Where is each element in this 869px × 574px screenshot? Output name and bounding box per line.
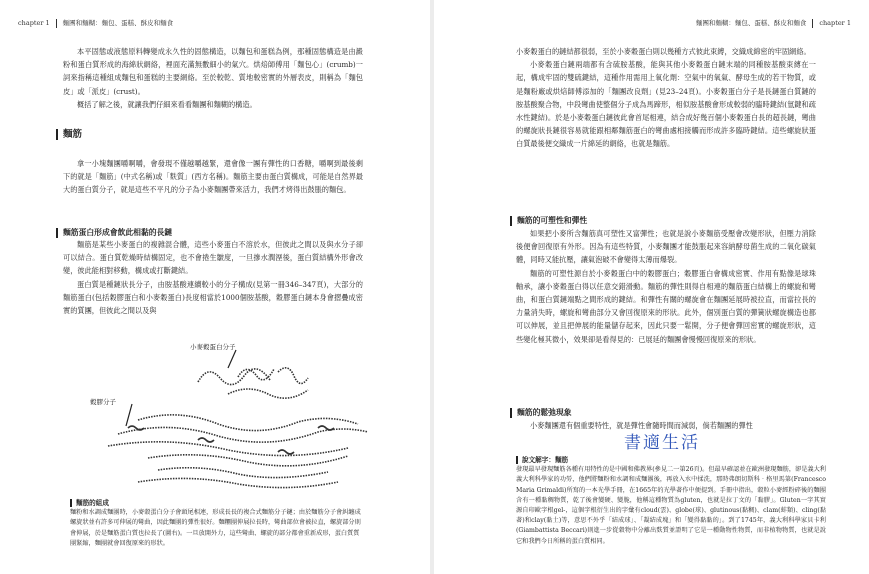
- continued-paragraph: 小麥穀蛋白的鏈結都很弱，至於小麥穀蛋白則以幾種方式彼此束縛，交織成綿密的牢固網絡。: [516, 47, 811, 56]
- right-page: [434, 0, 869, 574]
- heading-bar: [510, 216, 512, 226]
- left-page: [0, 0, 430, 574]
- body-paragraph: 小麥穀蛋白鏈兩端都有含硫胺基酸，能與其他小麥穀蛋白鏈末端的同種胺基酸束縛在一起，構成牢固的雙硫鍵結，這種作用需用上氧化劑：空氣中的氧氣、酵母生成的若干物質，或是麵粉廠或烘焙師傅添加的「麵團改良劑」(見23–24頁)。小麥穀蛋白分子是長鏈蛋白質鏈的胺基酸聚合物，中段彎曲使整個分子成為馬蹄形，相似胺基酸會形成較弱的臨時鍵結(氫鍵和疏水性鍵結)。於是小麥穀蛋白鏈彼此會首尾相連，結合成好幾百個小麥穀蛋白長的超長鏈，彎曲的螺旋狀長鏈很容易就能跟相鄰麵筋蛋白的彎曲處相接觸而形成許多臨時鍵結。這些螺旋狀蛋白質最後便交織成一片綿延的網絡，也就是麵筋。: [516, 60, 816, 149]
- gluten-chains-illustration: [78, 342, 393, 492]
- body-paragraph: 如果把小麥所含麵筋真可塑性又富彈性；也就是說小麥麵筋受壓會改變形狀，但壓力消除後便會回復原有外形。因為有這些特質，小麥麵團才能鼓脹起來容納酵母菌生成的二氧化碳氣體，同時又能抗壓，讓氣泡破不會變得太薄而爆裂。: [516, 229, 816, 265]
- etymology-sidebar: [516, 455, 826, 547]
- chapter-label: chapter 1: [819, 19, 851, 27]
- running-title: 麵團和麵糊：麵包、蛋糕、酥皮和麵食: [695, 19, 807, 27]
- publisher-watermark: 書適生活: [624, 433, 700, 453]
- subsection-paragraph: 蛋白質是種鏈狀長分子，由胺基酸連續較小的分子構成(見第一冊346–347頁)，大部分的麵筋蛋白(包括穀膠蛋白和小麥穀蛋白)長度相當於1000個胺基酸，穀膠蛋白鏈本身會摺疊成密實的質團，但彼此之間以及與: [63, 279, 363, 316]
- heading-bar: [56, 228, 58, 238]
- subsection-heading-plasticity: [510, 214, 810, 227]
- caption-bar: [70, 499, 72, 507]
- caption-title: 麵筋的組成: [76, 499, 109, 507]
- figure-caption: [70, 498, 365, 549]
- right-running-header: [696, 18, 851, 28]
- left-running-header: [18, 18, 173, 28]
- subsection-heading-relaxation: [510, 406, 810, 419]
- intro-paragraph: 概括了解之後，就讓我們仔細來看看麵團和麵糊的構造。: [77, 99, 257, 109]
- plasticity-body: [516, 227, 816, 346]
- intro-paragraph: 本平固態或液態原料轉變成永久性的固態構造，以麵包和蛋糕為例，那種固態構造是由澱粉和蛋白質形成的海綿狀網絡，裡面充滿無數細小的氣穴。烘焙師傅用「麵包心」(crumb)一詞來指稱這種組成麵包和蛋糕的主要網絡。至於較乾、質地較密實的外層表皮，則稱為「麵包皮」或「派皮」(crust)。: [63, 47, 363, 96]
- left-intro: [63, 45, 363, 111]
- subsection-paragraph: 麵筋是某些小麥蛋白的複雜混合體，這些小麥蛋白不溶於水，但彼此之間以及與水分子卻可以結合。蛋白質乾燥時結構固定，也不會捲生皺度，一旦摻水潤溼後，蛋白質結構外形會改變，彼此能相對移動，構成或打斷鍵結。: [63, 240, 363, 276]
- section-body: [63, 157, 363, 197]
- right-top-body: [516, 45, 816, 151]
- header-divider: [56, 19, 57, 28]
- section-paragraph: 拿一小塊麵團嚼啊嚼，會發現不僅越嚼越緊，還會像一團有彈性的口香糖，嚼啊到最後剩下的就是「麵筋」(中式名稱)或「麩質」(西方名稱)。麵筋主要由蛋白質構成，可能是自然界最大的蛋白質分子，就是這些不平凡的分子為小麥麵團帶來活力，我們才烤得出鼓脹的麵包。: [63, 159, 363, 195]
- body-paragraph: 小麥麵團還有個重要特性，就是彈性會隨時間而減弱，倘若麵團的彈性: [530, 421, 753, 430]
- sidebar-bar: [516, 456, 518, 464]
- gliadin-label: 穀膠分子: [90, 398, 116, 406]
- glutenin-label: 小麥穀蛋白分子: [190, 343, 236, 351]
- subsection-body: [63, 238, 363, 317]
- sidebar-title: 說文解字：麵筋: [522, 456, 569, 464]
- body-paragraph: 麵筋的可塑性源自於小麥穀蛋白中的穀膠蛋白；穀膠蛋白會構成密實、作用有點像是球珠軸承，讓小麥穀蛋白得以任意交錯滑動。麵筋的彈性則得自相連的麵筋蛋白結構上的螺旋和彎曲，和蛋白質鏈端點之間形成的鍵結。和彈性有關的螺旋會在麵團延展時被拉直，而當拉長的力量消失時，螺旋和彎曲部分又會回復原來的形狀。此外，個別蛋白質的彈簧狀螺旋構造也都可以伸展，並且把伸展的能量儲存起來，因此只要一鬆開，分子便會彈回密實的螺旋形狀，這些變化極其微小，效果卻是看得見的：已展延的麵團會慢慢回復原來的形狀。: [516, 268, 816, 344]
- section-title: 麵筋: [63, 129, 83, 140]
- section-heading-gluten: [56, 128, 356, 141]
- sidebar-text: 發現最早發現麵筋各種有用特性的是中國和佛教界(參見二一第26頁)。但最早確認並在歐洲發現麵筋，卻是義大利義大利科學家的功勞，他們將麵粉和水調和成麵團後，再放入水中揉洗，那時弗朗切斯科‧格里馬第(Francesco Maria Grimaldi)所寫的一本光學手冊，在1665年的光學著作中便提到。手冊中指出，穀粒小麥經粉碎後的麵團含有一種黏稠物質，乾了後會變硬、變脆，他稱這種物質為gluten，也就是拉丁文的「黏膠」。Gluten一字其實源自印歐字根gel-，這個字根衍生出的字彙有cloud(雲)、globe(球)、glutinous(黏稠)、clam(蚌類)、cling(黏著)和clay(黏土)等，意思不外乎「結成球」、「凝結成塊」和「變得黏黏的」。到了1745年，義大利科學家貝卡利(Giambattista Beccari)則進一步從穀物中分離出麩質並證明了它是一種動物性物質，而非植物物質，也就是說它和我們今日所稱的蛋白質相同。: [516, 466, 826, 545]
- subsection-title: 麵筋的可塑性和彈性: [517, 216, 588, 225]
- chapter-label: chapter 1: [18, 19, 50, 27]
- subsection-title: 麵筋的鬆弛現象: [517, 408, 572, 417]
- gluten-diagram: [78, 342, 393, 492]
- caption-text: 麵粉和水調成麵團時，小麥穀蛋白分子會頭尾相連，形成長長的複合式麵筋分子鏈；由於麵筋分子會糾纏成螺旋狀並有許多可伸展的彎曲，因此麵團的彈性很好。麵糰團伸展拉長時，彎曲部位會被拉直，螺旋部分則會伸展，於是麵筋蛋白質也拉長了(圖右)。一旦放開外力，這些彎曲、螺旋的部分都會重新成形，蛋白質質團緊縮，麵團就會回復原來的形狀。: [70, 509, 361, 547]
- header-divider: [812, 19, 813, 28]
- heading-bar: [510, 408, 512, 418]
- subsection-title: 麵筋蛋白形成會飲此相黏的長鏈: [63, 228, 173, 237]
- heading-bar: [56, 129, 58, 140]
- running-title: 麵團和麵糊：麵包、蛋糕、酥皮和麵食: [62, 19, 174, 27]
